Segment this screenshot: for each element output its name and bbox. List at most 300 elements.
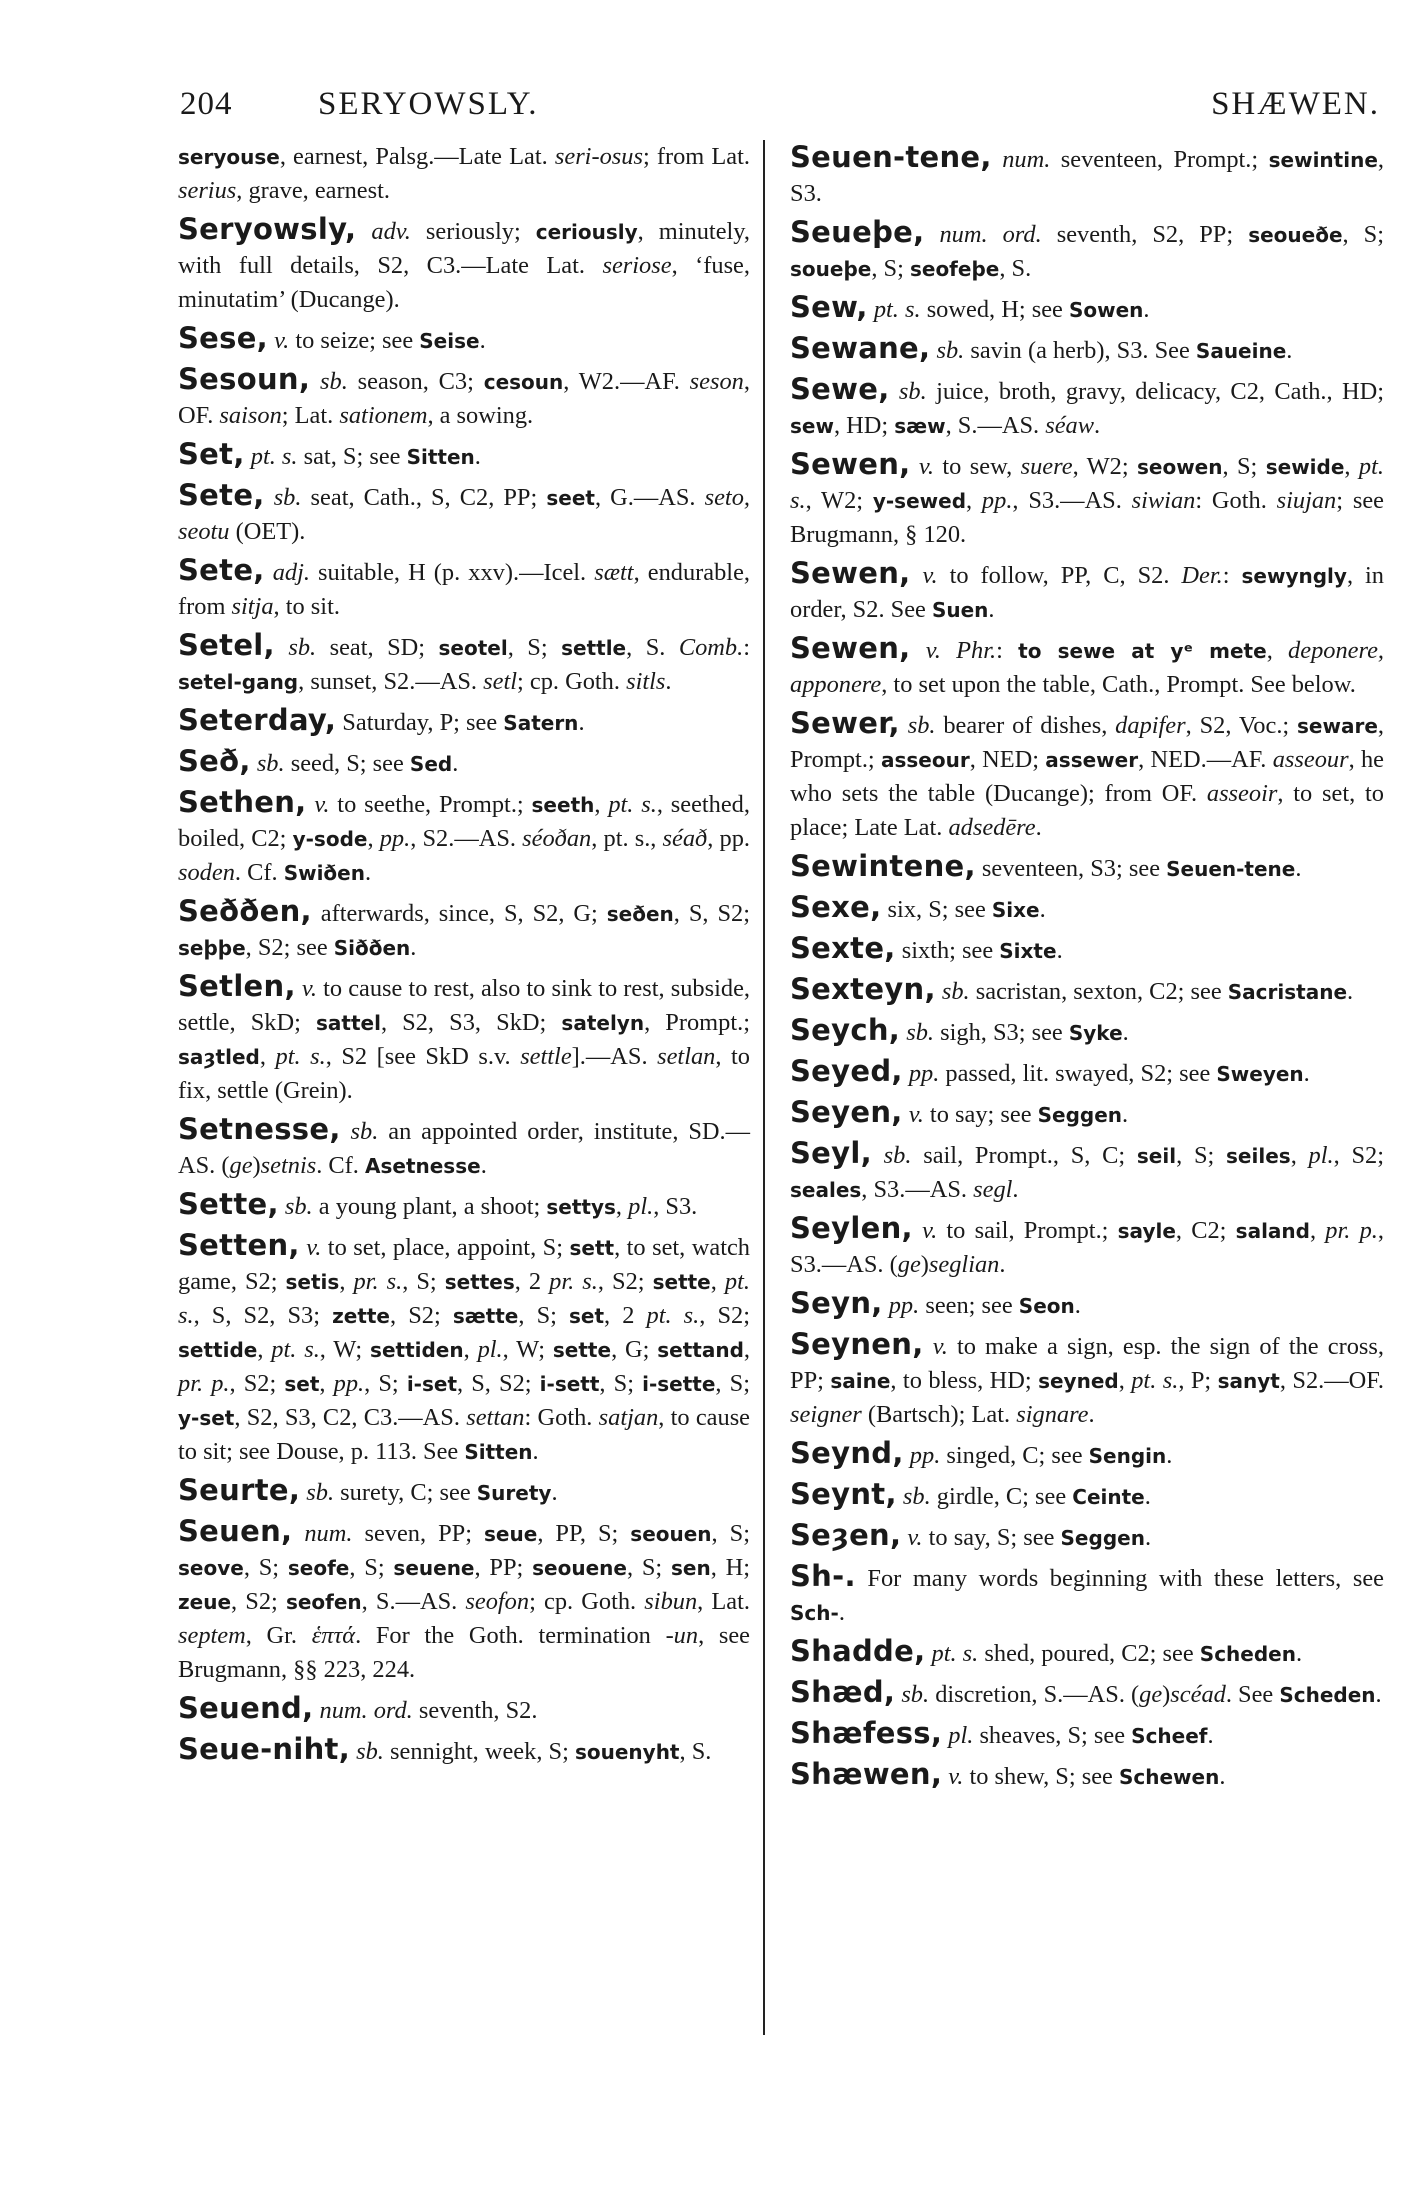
entry-text: , S; bbox=[1176, 1142, 1227, 1169]
italic-text: -un bbox=[665, 1622, 699, 1649]
entry-text: . bbox=[838, 1599, 845, 1626]
entry-text bbox=[910, 453, 918, 480]
italic-text: Phr. bbox=[956, 637, 997, 664]
entry-text: ) bbox=[1162, 1681, 1171, 1708]
variant-form: Sowen bbox=[1068, 298, 1144, 322]
entry-text: seat, SD; bbox=[316, 634, 439, 661]
italic-text: segl bbox=[973, 1176, 1013, 1203]
entry-text: , bbox=[966, 487, 982, 514]
entry-text: , grave, earnest. bbox=[236, 177, 390, 204]
entry-text: , S; bbox=[1222, 453, 1266, 480]
variant-form: seuene bbox=[393, 1556, 475, 1580]
italic-text: saison bbox=[219, 402, 282, 429]
variant-form: sætte bbox=[452, 1304, 519, 1328]
column-divider bbox=[763, 140, 765, 2035]
entry-text: , S; bbox=[518, 1302, 569, 1329]
entry-text: , Lat. bbox=[697, 1588, 750, 1615]
entry-text: For many words beginning with these letters, see bbox=[855, 1565, 1384, 1592]
variant-form: settide bbox=[178, 1338, 258, 1362]
entry-text: sheaves, S; see bbox=[973, 1722, 1132, 1749]
headword: Shæd, bbox=[790, 1675, 896, 1709]
italic-text: pt. s. bbox=[873, 296, 921, 323]
headword: Seȝen, bbox=[790, 1518, 902, 1552]
italic-text: sb. bbox=[907, 712, 936, 739]
entry-text: to set, place, appoint, S; bbox=[321, 1234, 570, 1261]
headword: Setel, bbox=[178, 628, 275, 662]
entry-text: , S; bbox=[871, 255, 910, 282]
italic-text: sb. bbox=[883, 1142, 912, 1169]
headword: Seððen, bbox=[178, 894, 312, 928]
variant-form: Seon bbox=[1018, 1294, 1075, 1318]
entry-text: , W; bbox=[319, 1336, 371, 1363]
entry-text: (OET). bbox=[229, 518, 306, 545]
variant-form: seofeþe bbox=[909, 257, 1000, 281]
entry-text: , to sit. bbox=[273, 593, 340, 620]
entry-text bbox=[924, 1333, 933, 1360]
entry-text: , bbox=[1266, 637, 1289, 664]
variant-form: Ceinte bbox=[1072, 1485, 1145, 1509]
italic-text: sb. bbox=[350, 1118, 379, 1145]
variant-form: saȝtled bbox=[178, 1045, 260, 1069]
page-number: 204 bbox=[180, 86, 233, 122]
entry-text: savin (a herb), S3. See bbox=[964, 337, 1196, 364]
entry-text: ; cp. Goth. bbox=[529, 1588, 645, 1615]
entry-text: , HD; bbox=[833, 412, 895, 439]
entry-text: . bbox=[1219, 1763, 1226, 1790]
italic-text: sb. bbox=[306, 1479, 335, 1506]
italic-text: siujan bbox=[1276, 487, 1337, 514]
variant-form: sattel bbox=[315, 1011, 381, 1035]
dictionary-entry bbox=[790, 140, 1384, 211]
italic-text: setnis bbox=[260, 1152, 317, 1179]
italic-text: v. bbox=[922, 1217, 938, 1244]
variant-form: Siððen bbox=[333, 936, 411, 960]
dictionary-entry bbox=[790, 1095, 1384, 1132]
dictionary-entry bbox=[790, 1559, 1384, 1630]
entry-text: , Prompt.; bbox=[790, 712, 1385, 773]
dictionary-entry bbox=[178, 744, 750, 781]
right-guide-word: SHÆWEN. bbox=[1211, 86, 1380, 122]
entry-text: , to set, watch game, S2; bbox=[178, 1234, 750, 1295]
italic-text: sb. bbox=[898, 378, 927, 405]
entry-text: seat, Cath., S, C2, PP; bbox=[301, 484, 547, 511]
dictionary-entry bbox=[790, 1136, 1384, 1207]
variant-form: set bbox=[569, 1304, 605, 1328]
variant-form: cesoun bbox=[483, 370, 564, 394]
headword: Seurte, bbox=[178, 1473, 301, 1507]
entry-text: , W; bbox=[502, 1336, 553, 1363]
entry-text: , S2; bbox=[229, 1370, 285, 1397]
headword: Sesoun, bbox=[178, 362, 311, 396]
italic-text: pt. s. bbox=[275, 1043, 326, 1070]
entry-text: an appointed order, institute, SD.—AS. ( bbox=[178, 1118, 750, 1179]
entry-text: , a sowing. bbox=[427, 402, 534, 429]
entry-text: passed, lit. swayed, S2; see bbox=[939, 1060, 1217, 1087]
entry-text: , ‘fuse, minutatim’ (Ducange). bbox=[178, 252, 750, 313]
entry-text: : Goth. bbox=[1195, 487, 1277, 514]
entry-text: . bbox=[1088, 1401, 1095, 1428]
right-column bbox=[790, 140, 1384, 1798]
entry-text: . bbox=[1039, 896, 1046, 923]
entry-text: , bbox=[594, 791, 609, 818]
entry-text bbox=[900, 712, 908, 739]
dictionary-entry bbox=[178, 362, 750, 433]
dictionary-entry bbox=[178, 1187, 750, 1224]
entry-text: . bbox=[665, 668, 672, 695]
entry-text: . bbox=[1166, 1442, 1173, 1469]
entry-text: juice, broth, gravy, delicacy, C2, Cath., HD; bbox=[926, 378, 1384, 405]
entry-text: to cause to rest, also to sink to rest, subside, settle, SkD; bbox=[178, 975, 750, 1036]
entry-text: suitable, H (p. xxv).—Icel. bbox=[309, 559, 595, 586]
entry-text: seventh, S2, PP; bbox=[1041, 221, 1249, 248]
entry-text: to make a sign, esp. the sign of the cross, PP; bbox=[790, 1333, 1384, 1394]
variant-form: Sch- bbox=[790, 1601, 839, 1625]
entry-text: . bbox=[1056, 937, 1063, 964]
variant-form: asseour bbox=[881, 748, 970, 772]
headword: Sette, bbox=[178, 1187, 279, 1221]
italic-text: seigner bbox=[790, 1401, 862, 1428]
entry-text: , earnest, Palsg.—Late Lat. bbox=[279, 143, 555, 170]
entry-text: , 2 bbox=[604, 1302, 647, 1329]
variant-form: Sixte bbox=[999, 939, 1057, 963]
dictionary-entry bbox=[790, 1211, 1384, 1282]
italic-text: sætt bbox=[594, 559, 634, 586]
headword: Sete, bbox=[178, 478, 265, 512]
entry-text: , endurable, from bbox=[178, 559, 750, 620]
dictionary-entry bbox=[178, 785, 750, 890]
headword: Seð, bbox=[178, 744, 251, 778]
italic-text: ge bbox=[897, 1251, 921, 1278]
italic-text: pt. s. bbox=[790, 453, 1384, 514]
italic-text: suere bbox=[1020, 453, 1073, 480]
variant-form: assewer bbox=[1045, 748, 1139, 772]
variant-form: settes bbox=[444, 1270, 515, 1294]
headword: Sewane, bbox=[790, 331, 931, 365]
variant-form: sew bbox=[790, 414, 834, 438]
variant-form: to sewe at yᵉ mete bbox=[1018, 639, 1267, 663]
entry-text bbox=[872, 1142, 884, 1169]
italic-text: sb. bbox=[320, 368, 348, 395]
entry-text: , bbox=[743, 1336, 750, 1363]
entry-text: , bbox=[257, 1336, 272, 1363]
entry-text bbox=[310, 368, 320, 395]
headword: Shæwen, bbox=[790, 1757, 943, 1791]
headword: Seyen, bbox=[790, 1095, 903, 1129]
entry-text bbox=[924, 221, 939, 248]
entry-text: sigh, S3; see bbox=[934, 1019, 1069, 1046]
italic-text: v. bbox=[274, 327, 290, 354]
italic-text: pl. bbox=[628, 1193, 654, 1220]
entry-text: , to set upon the table, Cath., Prompt. See below. bbox=[881, 671, 1356, 698]
variant-form: Asetnesse bbox=[365, 1154, 481, 1178]
entry-text: , Prompt.; bbox=[644, 1009, 751, 1036]
entry-text: , S; bbox=[507, 634, 562, 661]
headword: Sew, bbox=[790, 290, 868, 324]
headword: Sese, bbox=[178, 321, 269, 355]
variant-form: sewintine bbox=[1268, 148, 1378, 172]
italic-text: sb. bbox=[936, 337, 965, 364]
italic-text: sb. bbox=[256, 750, 285, 777]
entry-text: seed, S; see bbox=[284, 750, 410, 777]
entry-text: . bbox=[1122, 1101, 1129, 1128]
entry-text: , P; bbox=[1178, 1367, 1218, 1394]
headword: Seryowsly, bbox=[178, 212, 357, 246]
variant-form: settle bbox=[561, 636, 627, 660]
variant-form: seil bbox=[1136, 1144, 1177, 1168]
entry-text: , S, S2; bbox=[457, 1370, 540, 1397]
entry-text: shed, poured, C2; see bbox=[978, 1640, 1200, 1667]
entry-text: , see Brugmann, §§ 223, 224. bbox=[178, 1622, 750, 1683]
entry-text: , S; bbox=[711, 1520, 750, 1547]
entry-text: , S2; bbox=[390, 1302, 453, 1329]
entry-text: to sail, Prompt.; bbox=[937, 1217, 1118, 1244]
entry-text: , bbox=[463, 1336, 478, 1363]
italic-text: adv. bbox=[371, 218, 411, 245]
headword: Sexte, bbox=[790, 931, 896, 965]
italic-text: soden bbox=[178, 859, 235, 886]
entry-text: , S3. bbox=[790, 146, 1384, 207]
entry-text: , S; bbox=[626, 1554, 672, 1581]
dictionary-entry bbox=[178, 321, 750, 358]
italic-text: v. bbox=[918, 453, 935, 480]
entry-text: sat, S; see bbox=[297, 443, 407, 470]
variant-form: seyned bbox=[1038, 1369, 1119, 1393]
variant-form: Seggen bbox=[1060, 1526, 1145, 1550]
entry-text: to say, S; see bbox=[922, 1524, 1061, 1551]
headword: Sete, bbox=[178, 553, 265, 587]
entry-text: , NED; bbox=[969, 746, 1046, 773]
variant-form: Suen bbox=[931, 598, 989, 622]
variant-form: Syke bbox=[1068, 1021, 1123, 1045]
entry-text: , OF. bbox=[178, 368, 750, 429]
variant-form: y-sode bbox=[292, 827, 368, 851]
dictionary-entry bbox=[178, 1112, 750, 1183]
entry-text: , S2, Voc.; bbox=[1185, 712, 1298, 739]
dictionary-entry bbox=[790, 890, 1384, 927]
entry-text: seven, PP; bbox=[352, 1520, 485, 1547]
variant-form: sett bbox=[569, 1236, 615, 1260]
headword: Sexe, bbox=[790, 890, 882, 924]
dictionary-entry bbox=[178, 478, 750, 549]
variant-form: seofe bbox=[287, 1556, 350, 1580]
entry-text: , bbox=[319, 1370, 334, 1397]
running-header bbox=[180, 86, 1400, 136]
entry-text: , W2; bbox=[805, 487, 873, 514]
entry-text: . Cf. bbox=[234, 859, 284, 886]
variant-form: Sweyen bbox=[1216, 1062, 1304, 1086]
left-guide-word: SERYOWSLY. bbox=[318, 86, 539, 122]
entry-text: girdle, C; see bbox=[930, 1483, 1073, 1510]
entry-text: , S3.—AS. bbox=[1012, 487, 1132, 514]
italic-text: Der. bbox=[1181, 562, 1223, 589]
entry-text: . Cf. bbox=[316, 1152, 365, 1179]
italic-text: pp. bbox=[909, 1442, 941, 1469]
italic-text: adsedēre bbox=[948, 814, 1036, 841]
italic-text: v. bbox=[314, 791, 330, 818]
entry-text: , to fix, settle (Grein). bbox=[178, 1043, 750, 1104]
italic-text: pl. bbox=[948, 1722, 974, 1749]
entry-text: , S3.—AS. ( bbox=[790, 1217, 1384, 1278]
entry-text: sacristan, sexton, C2; see bbox=[969, 978, 1228, 1005]
headword: Sh-. bbox=[790, 1559, 856, 1593]
dictionary-entry bbox=[178, 553, 750, 624]
entry-text: seen; see bbox=[919, 1292, 1019, 1319]
entry-text: , bbox=[259, 1043, 276, 1070]
entry-text: . bbox=[1375, 1681, 1382, 1708]
entry-text: , S; bbox=[349, 1554, 394, 1581]
dictionary-entry bbox=[178, 969, 750, 1108]
entry-text: . bbox=[480, 1152, 487, 1179]
entry-text: . bbox=[988, 596, 995, 623]
entry-text: , bbox=[339, 1268, 354, 1295]
variant-form: Scheef bbox=[1131, 1724, 1208, 1748]
dictionary-entry bbox=[790, 1675, 1384, 1712]
italic-text: septem bbox=[178, 1622, 246, 1649]
entry-text: . bbox=[1122, 1019, 1129, 1046]
entry-text: , to cause to sit; see Douse, p. 113. See bbox=[178, 1404, 751, 1465]
entry-text: Saturday, P; see bbox=[336, 709, 504, 736]
italic-text: adj. bbox=[272, 559, 310, 586]
dictionary-entry bbox=[790, 631, 1384, 702]
variant-form: ceriously bbox=[535, 220, 638, 244]
italic-text: pt. s. bbox=[608, 791, 657, 818]
italic-text: sibun bbox=[644, 1588, 698, 1615]
entry-text: , bbox=[367, 825, 380, 852]
entry-text: . bbox=[1143, 296, 1150, 323]
italic-text: sb. bbox=[901, 1681, 930, 1708]
entry-text: . bbox=[1303, 1060, 1310, 1087]
entry-text: , bbox=[1290, 1142, 1309, 1169]
italic-text: sitja bbox=[231, 593, 274, 620]
variant-form: i-sette bbox=[642, 1372, 716, 1396]
dictionary-entry bbox=[790, 1286, 1384, 1323]
entry-text: seriously; bbox=[410, 218, 536, 245]
dictionary-entry bbox=[178, 1514, 750, 1687]
entry-text: to follow, PP, C, S2. bbox=[937, 562, 1182, 589]
variant-form: seue bbox=[484, 1522, 538, 1546]
headword: Shæfess, bbox=[790, 1716, 943, 1750]
entry-text: singed, C; see bbox=[940, 1442, 1089, 1469]
entry-text: , bbox=[615, 1193, 629, 1220]
entry-text: , G; bbox=[611, 1336, 658, 1363]
entry-text: . bbox=[1144, 1524, 1152, 1551]
dictionary-entry bbox=[178, 437, 750, 474]
entry-text: ].—AS. bbox=[571, 1043, 658, 1070]
entry-text: . bbox=[1094, 412, 1101, 439]
headword: Seterday, bbox=[178, 703, 337, 737]
dictionary-entry bbox=[178, 212, 750, 317]
entry-text: , S, S2; bbox=[673, 900, 751, 927]
italic-text: Comb. bbox=[678, 634, 744, 661]
italic-text: v. bbox=[948, 1763, 964, 1790]
entry-text bbox=[356, 218, 371, 245]
italic-text: v. bbox=[306, 1234, 322, 1261]
entry-text bbox=[292, 1520, 304, 1547]
variant-form: Seise bbox=[419, 329, 480, 353]
entry-text: sennight, week, S; bbox=[383, 1738, 575, 1765]
entry-text: , S2.—OF. bbox=[1279, 1367, 1384, 1394]
italic-text: num. bbox=[304, 1520, 353, 1547]
variant-form: settiden bbox=[370, 1338, 464, 1362]
entry-text: , W2.—AF. bbox=[563, 368, 690, 395]
variant-form: Sixe bbox=[991, 898, 1040, 922]
entry-text: , S2, S3, SkD; bbox=[380, 1009, 562, 1036]
italic-text: pt. s. bbox=[646, 1302, 700, 1329]
entry-text: , S2; see bbox=[245, 934, 334, 961]
entry-text bbox=[341, 1118, 351, 1145]
entry-text: . bbox=[1347, 978, 1354, 1005]
variant-form: seotel bbox=[438, 636, 508, 660]
entry-text: . bbox=[1295, 1640, 1303, 1667]
entry-text: , Gr. bbox=[245, 1622, 312, 1649]
italic-text: dapifer bbox=[1115, 712, 1186, 739]
variant-form: Satern bbox=[503, 711, 579, 735]
entry-text: , S, S2, S3; bbox=[193, 1302, 333, 1329]
italic-text: sb. bbox=[906, 1019, 935, 1046]
entry-text: six, S; see bbox=[881, 896, 992, 923]
entry-text: , S; bbox=[402, 1268, 445, 1295]
italic-text: ge bbox=[1139, 1681, 1163, 1708]
entry-text: . bbox=[999, 1251, 1006, 1278]
variant-form: Sed bbox=[409, 752, 453, 776]
variant-form: set bbox=[284, 1372, 320, 1396]
entry-text: seventeen, S3; see bbox=[975, 855, 1167, 882]
headword: Seynt, bbox=[790, 1477, 897, 1511]
italic-text: deponere, apponere bbox=[790, 637, 1384, 698]
italic-text: signare bbox=[1016, 1401, 1089, 1428]
variant-form: zeue bbox=[178, 1590, 232, 1614]
entry-text: , S2; bbox=[231, 1588, 286, 1615]
italic-text: settan bbox=[466, 1404, 525, 1431]
variant-form: sen bbox=[671, 1556, 711, 1580]
italic-text: seriose bbox=[602, 252, 672, 279]
entry-text: . bbox=[474, 443, 481, 470]
dictionary-entry bbox=[178, 703, 750, 740]
variant-form: seowen bbox=[1137, 455, 1223, 479]
italic-text: setlan bbox=[657, 1043, 716, 1070]
variant-form: saine bbox=[830, 1369, 891, 1393]
italic-text: pt. s. bbox=[931, 1640, 979, 1667]
italic-text: v. bbox=[908, 1101, 924, 1128]
entry-text bbox=[910, 637, 925, 664]
italic-text: serius bbox=[178, 177, 237, 204]
variant-form: zette bbox=[332, 1304, 390, 1328]
entry-text: , S; bbox=[243, 1554, 288, 1581]
entry-text: . bbox=[1144, 1483, 1151, 1510]
italic-text: siwian bbox=[1131, 487, 1196, 514]
entry-text: , 2 bbox=[514, 1268, 550, 1295]
entry-text: , S3.—AS. bbox=[861, 1176, 974, 1203]
headword: Seuen, bbox=[178, 1514, 293, 1548]
variant-form: sayle bbox=[1117, 1219, 1176, 1243]
variant-form: sette bbox=[552, 1338, 612, 1362]
italic-text: sb. bbox=[902, 1483, 931, 1510]
entry-text: , S; bbox=[715, 1370, 750, 1397]
italic-text: pl. bbox=[477, 1336, 503, 1363]
entry-text: , to bless, HD; bbox=[890, 1367, 1039, 1394]
variant-form: souenyht bbox=[574, 1740, 680, 1764]
italic-text: ἑπτά bbox=[311, 1622, 356, 1649]
italic-text: v. bbox=[922, 562, 938, 589]
variant-form: seouen bbox=[630, 1522, 712, 1546]
entry-text: , S2 [see SkD s.v. bbox=[325, 1043, 521, 1070]
entry-text: to say; see bbox=[923, 1101, 1038, 1128]
variant-form: i-sett bbox=[539, 1372, 600, 1396]
variant-form: seðen bbox=[606, 902, 674, 926]
dictionary-entry bbox=[790, 1054, 1384, 1091]
entry-text: ; cp. Goth. bbox=[517, 668, 627, 695]
italic-text: pr. s. bbox=[353, 1268, 403, 1295]
